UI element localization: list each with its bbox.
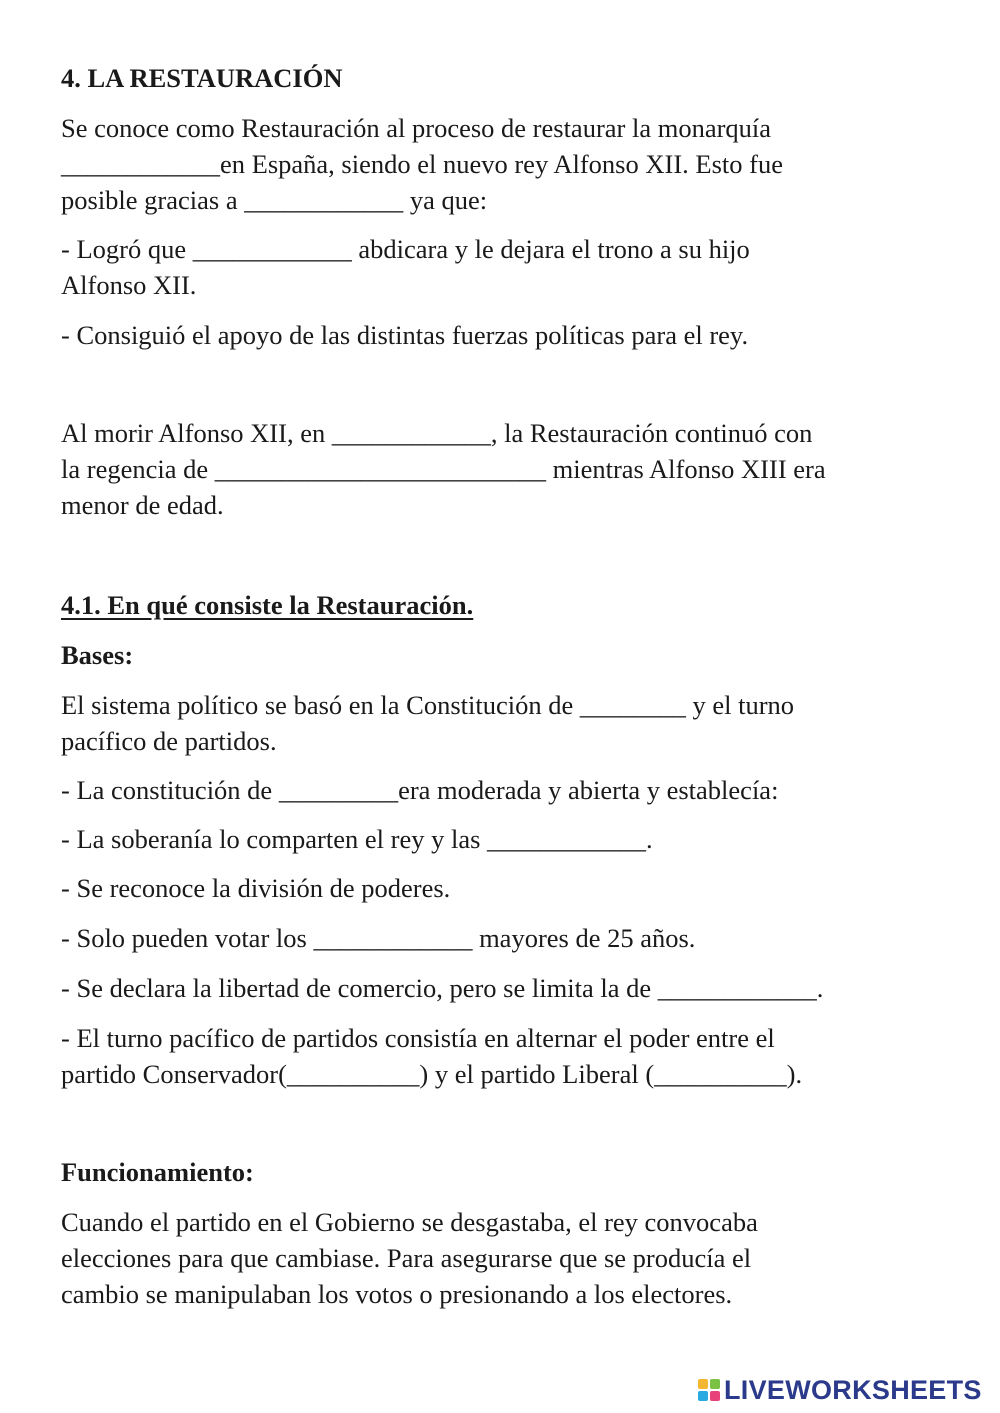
intro-line-3: posible gracias a ____________ ya que: <box>61 185 488 215</box>
logo-text: LIVEWORKSHEETS <box>724 1374 982 1405</box>
logo-square-1 <box>698 1379 708 1389</box>
intro-line-2: ____________en España, siendo el nuevo rey Alfonso XII. Esto fue <box>61 149 783 179</box>
intro-paragraph <box>61 110 951 218</box>
funcionamiento-line-2: elecciones para que cambiase. Para asegurarse que se producía el <box>61 1243 752 1273</box>
section-title: 4. LA RESTAURACIÓN <box>61 63 343 93</box>
regency-line-1: Al morir Alfonso XII, en ____________, la Restauración continuó con <box>61 418 813 448</box>
liveworksheets-logo <box>698 1374 982 1406</box>
logo-square-4 <box>710 1391 720 1401</box>
turno-line-2: partido Conservador(__________) y el partido Liberal (__________). <box>61 1059 803 1089</box>
bullet-abdication-line-1: - Logró que ____________ abdicara y le dejara el trono a su hijo <box>61 234 750 264</box>
vote-item: - Solo pueden votar los ____________ mayores de 25 años. <box>61 923 696 953</box>
regency-line-2: la regencia de _________________________ mientras Alfonso XIII era <box>61 454 826 484</box>
regency-line-3: menor de edad. <box>61 490 224 520</box>
bullet-abdication-line-2: Alfonso XII. <box>61 270 197 300</box>
funcionamiento-paragraph <box>61 1204 951 1312</box>
liveworksheets-logo-icon <box>698 1379 720 1401</box>
funcionamiento-line-1: Cuando el partido en el Gobierno se desgastaba, el rey convocaba <box>61 1207 758 1237</box>
bases-intro-line-2: pacífico de partidos. <box>61 726 277 756</box>
bases-intro <box>61 687 951 759</box>
commerce-item: - Se declara la libertad de comercio, pero se limita la de ____________. <box>61 973 824 1003</box>
bases-heading: Bases: <box>61 640 134 670</box>
turno-item <box>61 1020 951 1092</box>
bullet-support: - Consiguió el apoyo de las distintas fuerzas políticas para el rey. <box>61 320 749 350</box>
constitution-item: - La constitución de _________era moderada y abierta y establecía: <box>61 775 779 805</box>
bullet-abdication <box>61 231 951 303</box>
subsection-title: 4.1. En qué consiste la Restauración. <box>61 590 474 620</box>
funcionamiento-heading: Funcionamiento: <box>61 1157 254 1187</box>
logo-square-3 <box>698 1391 708 1401</box>
sovereignty-item: - La soberanía lo comparten el rey y las ____________. <box>61 824 653 854</box>
logo-square-2 <box>710 1379 720 1389</box>
intro-line-1: Se conoce como Restauración al proceso de restaurar la monarquía <box>61 113 772 143</box>
funcionamiento-line-3: cambio se manipulaban los votos o presionando a los electores. <box>61 1279 733 1309</box>
bases-intro-line-1: El sistema político se basó en la Constitución de ________ y el turno <box>61 690 795 720</box>
turno-line-1: - El turno pacífico de partidos consistía en alternar el poder entre el <box>61 1023 775 1053</box>
powers-item: - Se reconoce la división de poderes. <box>61 873 451 903</box>
regency-paragraph <box>61 415 951 523</box>
